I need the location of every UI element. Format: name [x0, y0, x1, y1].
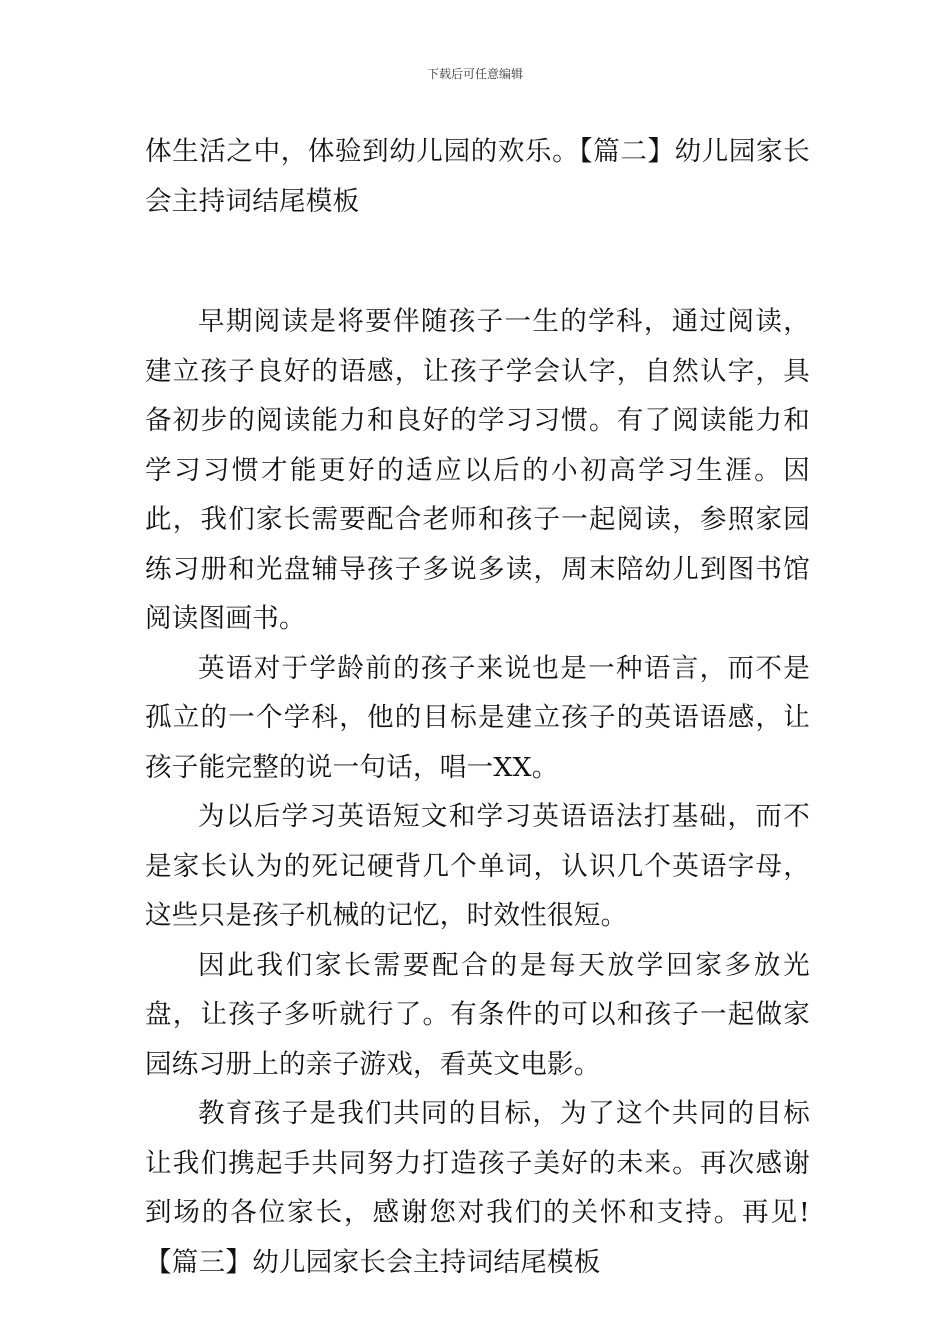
document-body [145, 127, 810, 1287]
paragraph-english-foundation: 为以后学习英语短文和学习英语语法打基础，而不是家长认为的死记硬背几个单词，认识几个英语字母，这些只是孩子机械的记忆，时效性很短。 [145, 801, 810, 931]
paragraph-closing: 教育孩子是我们共同的目标，为了这个共同的目标让我们携起手共同努力打造孩子美好的未来。再次感谢到场的各位家长，感谢您对我们的关怀和支持。再见!【篇三】幼儿园家长会主持词结尾模板 [145, 1098, 810, 1278]
paragraph-english-language: 英语对于学龄前的孩子来说也是一种语言，而不是孤立的一个学科，他的目标是建立孩子的英语语感，让孩子能完整的说一句话，唱一XX。 [145, 652, 810, 783]
paragraph-continuation: 体生活之中，体验到幼儿园的欢乐。【篇二】幼儿园家长会主持词结尾模板 [145, 136, 810, 217]
paragraph-early-reading: 早期阅读是将要伴随孩子一生的学科，通过阅读，建立孩子良好的语感，让孩子学会认字，自然认字，具备初步的阅读能力和良好的学习习惯。有了阅读能力和学习习惯才能更好的适应以后的小初高学习生涯。因此，我们家长需要配合老师和孩子一起阅读，参照家园练习册和光盘辅导孩子多说多读，周末陪幼儿到图书馆阅读图画书。 [145, 306, 810, 634]
paragraph-parent-cooperation: 因此我们家长需要配合的是每天放学回家多放光盘，让孩子多听就行了。有条件的可以和孩子一起做家园练习册上的亲子游戏，看英文电影。 [145, 949, 810, 1080]
page-header: 下载后可任意编辑 [426, 67, 523, 81]
